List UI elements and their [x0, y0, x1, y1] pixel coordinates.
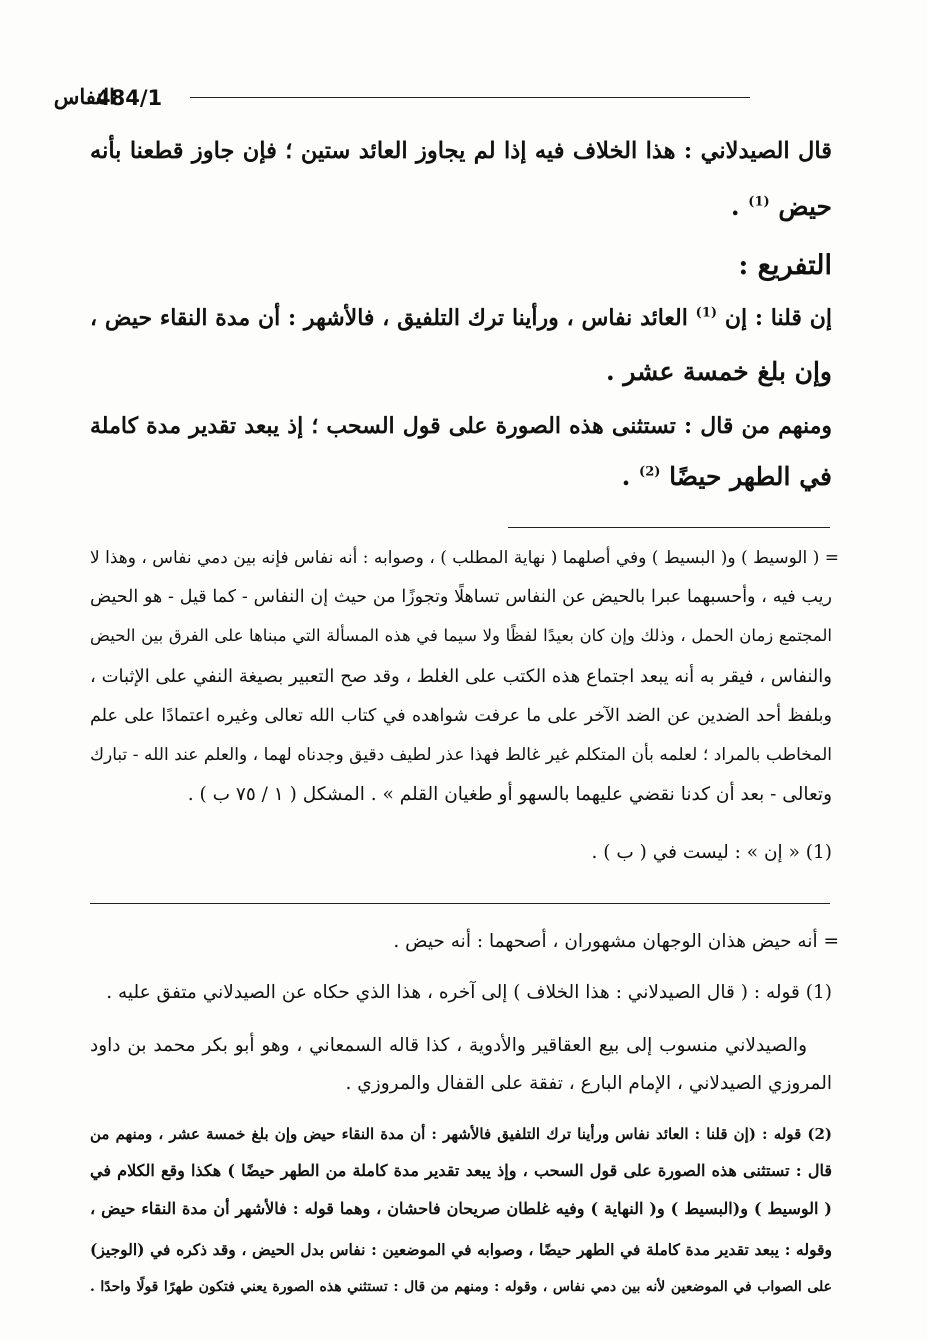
main-line-1: قال الصيدلاني : هذا الخلاف فيه إذا لم يجاوز العائد ستين ؛ فإن جاوز قطعنا بأنه [90, 138, 832, 164]
main-line-7 [622, 462, 832, 491]
page-number: 484/1 [96, 86, 163, 110]
footnote-marker: (1) [748, 194, 770, 210]
footnote-line: والصيدلاني منسوب إلى بيع العقاقير والأدوية ، كذا قاله السمعاني ، وهو أبو بكر محمد بن داود [90, 1035, 807, 1056]
section-divider [90, 903, 830, 904]
footnote-separator [508, 527, 830, 528]
footnote-line: (1) قوله : ( قال الصيدلاني : هذا الخلاف ) إلى آخره ، هذا الذي حكاه عن الصيدلاني متفق عليه . [106, 982, 832, 1003]
footnote-line: = أنه حيض هذان الوجهان مشهوران ، أصحهما : أنه حيض . [393, 931, 839, 952]
footnote-line: على الصواب في الموضعين لأنه بين دمي نفاس ، وقوله : ومنهم من قال : تستثني هذه الصورة يعني فتكون طهرًا قولًا واحدًا . [90, 1279, 832, 1295]
section-heading: التفريع : [738, 250, 832, 281]
main-line-2 [731, 192, 832, 221]
footnote-line: (2) قوله : (إن قلنا : العائد نفاس ورأينا ترك التلفيق فالأشهر : أن مدة النقاء حيض وإن بلغ خمسة عشر ، ومنهم من [90, 1125, 832, 1143]
main-text: . [730, 192, 749, 221]
main-text: إن قلنا : إن [717, 305, 833, 331]
footnote-line: المخاطب بالمراد ؛ لعلمه بأن المتكلم غير غالط فهذا عذر لطيف دقيق وجدناه لهما ، والعلم عند الله - تبارك [90, 745, 832, 765]
footnote-line: المروزي الصيدلاني ، الإمام البارع ، تفقة على القفال والمروزي . [345, 1073, 832, 1094]
footnote-line: قال : تستثنى هذه الصورة على قول السحب ، وإذ يبعد تقدير مدة كاملة من الطهر حيضًا ) هكذا وقع الكلام في [90, 1161, 832, 1180]
main-text: العائد نفاس ، ورأينا ترك التلفيق ، فالأشهر : أن مدة النقاء حيض ، [90, 305, 696, 331]
footnote-line: وبلفظ أحد الضدين عن الضد الآخر على ما عرفت شواهده في كتاب الله تعالى وغيره اعتمادًا على علم [90, 706, 832, 726]
footnote-line: وقوله : يبعد تقدير مدة كاملة في الطهر حيضًا ، وصوابه في الموضعين : نفاس بدل الحيض ، وقد ذكره في (الوجيز) [90, 1240, 832, 1259]
chapter-title: النفاس [53, 84, 115, 109]
footnote-line: المجتمع زمان الحمل ، وذلك وإن كان بعيدًا لفظًا ولا سيما في هذه المسألة التي مبناها على الفرق بين الحيض [90, 626, 832, 645]
footnote-line: = ( الوسيط ) و( البسيط ) وفي أصلهما ( نهاية المطلب ) ، وصوابه : أنه نفاس فإنه بين دمي نفاس ، وهذا لا [90, 548, 839, 568]
footnote-line: والنفاس ، فيقر به أنه يبعد اجتماع هذه الكتب على الغلط ، وقد صح التعبير بصيغة النفي على الإثبات ، [90, 666, 832, 687]
footnote-line: ريب فيه ، وأحسبهما عبرا بالحيض عن النفاس تساهلًا وتجوزًا من حيث إن النفاس - كما قيل - هو الحيض [90, 587, 832, 607]
footnote-line: (1) « إن » : ليست في ( ب ) . [591, 842, 832, 863]
footnote-line: ( الوسيط ) و(البسيط ) و( النهاية ) وفيه غلطان صريحان فاحشان ، وهما قوله : فالأشهر أن مدة النقاء حيض ، [90, 1199, 832, 1218]
main-text: حيض [769, 192, 832, 221]
main-text: في الطهر حيضًا [660, 462, 832, 491]
footnote-line: وتعالى - بعد أن كدنا نقضي عليهما بالسهو أو طغيان القلم » . المشكل ( ١ / ٧٥ ب ) . [187, 784, 832, 805]
footnote-marker: (1) [695, 305, 718, 321]
footnote-marker: (2) [639, 464, 661, 480]
main-line-6: ومنهم من قال : تستثنى هذه الصورة على قول السحب ؛ إذ يبعد تقدير مدة كاملة [90, 413, 832, 439]
main-line-4 [90, 305, 832, 331]
header-rule [190, 97, 750, 98]
main-text: . [621, 462, 640, 491]
main-line-5: وإن بلغ خمسة عشر . [605, 357, 832, 386]
